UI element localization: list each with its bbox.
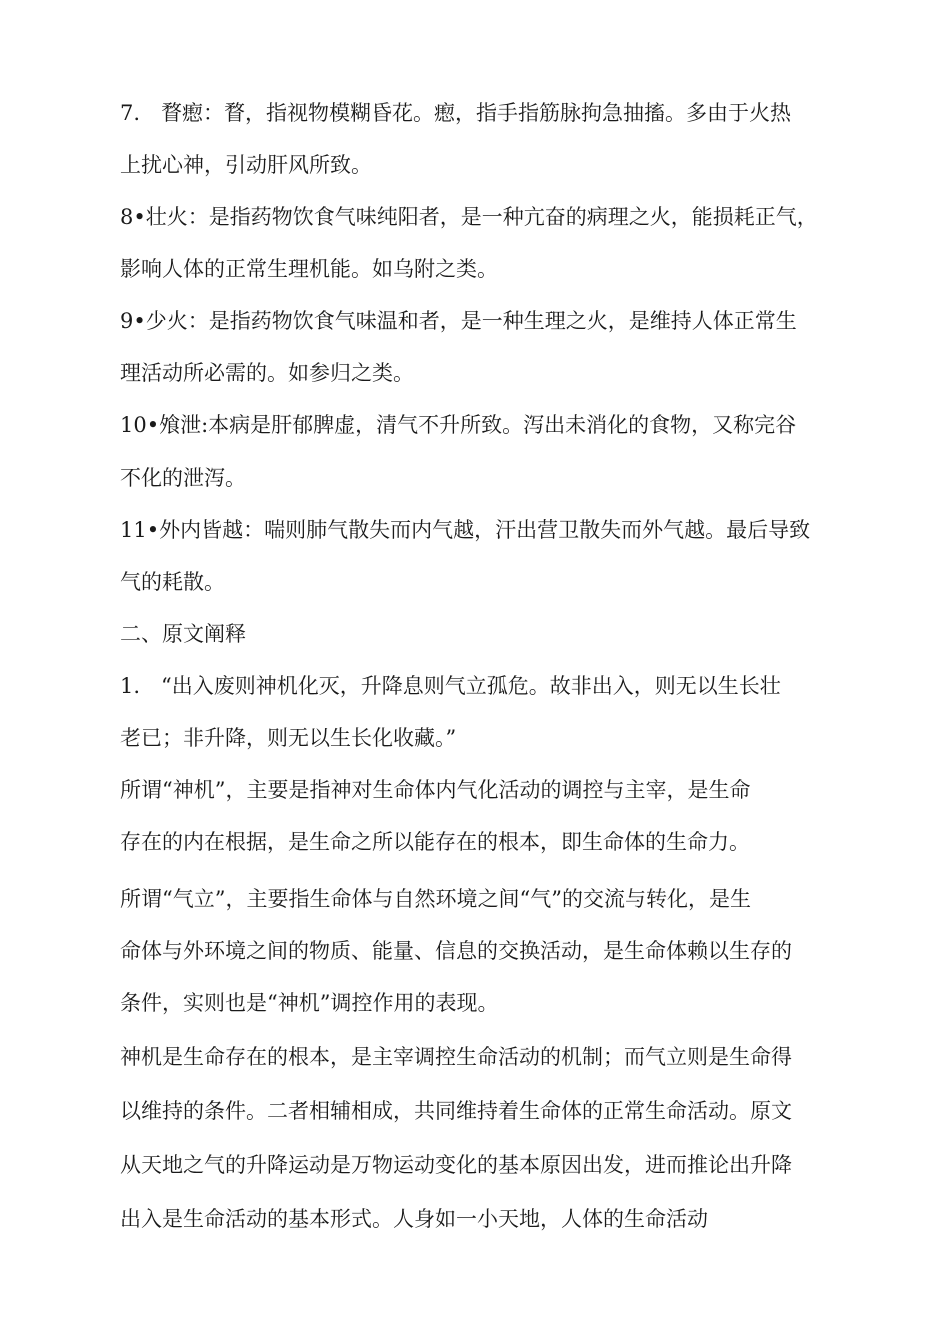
text-line: 7. 瞀瘛：瞀，指视物模糊昏花。瘛，指手指筋脉拘急抽搐。多由于火热	[120, 101, 792, 125]
text-line: 命体与外环境之间的物质、能量、信息的交换活动，是生命体赖以生存的	[120, 939, 792, 963]
text-line: 11•外内皆越：喘则肺气散失而内气越，汗出营卫散失而外气越。最后导致	[120, 518, 811, 542]
text-line: 上扰心神，引动肝风所致。	[120, 153, 372, 177]
text-line: 影响人体的正常生理机能。如乌附之类。	[120, 257, 498, 281]
text-line: 老已；非升降，则无以生长化收藏。”	[120, 726, 457, 750]
text-line: 所谓“气立”，主要指生命体与自然环境之间“气”的交流与转化，是生	[120, 887, 751, 911]
text-line: 存在的内在根据，是生命之所以能存在的根本，即生命体的生命力。	[120, 830, 750, 854]
text-line: 9•少火：是指药物饮食气味温和者，是一种生理之火，是维持人体正常生	[120, 309, 797, 333]
text-line: 神机是生命存在的根本，是主宰调控生命活动的机制；而气立则是生命得	[120, 1045, 792, 1069]
text-line: 10•飧泄:本病是肝郁脾虚，清气不升所致。泻出未消化的食物，又称完谷	[120, 413, 797, 437]
text-line: 从天地之气的升降运动是万物运动变化的基本原因出发，进而推论出升降	[120, 1153, 792, 1177]
text-line: 气的耗散。	[120, 570, 225, 594]
text-line: 条件，实则也是“神机”调控作用的表现。	[120, 991, 499, 1015]
text-line: 以维持的条件。二者相辅相成，共同维持着生命体的正常生命活动。原文	[120, 1099, 792, 1123]
text-line: 出入是生命活动的基本形式。人身如一小天地，人体的生命活动	[120, 1207, 708, 1231]
text-line: 理活动所必需的。如参归之类。	[120, 361, 414, 385]
section-heading: 二、原文阐释	[120, 622, 246, 646]
text-line: 不化的泄泻。	[120, 466, 246, 490]
text-line: 8•壮火：是指药物饮食气味纯阳者，是一种亢奋的病理之火，能损耗正气，	[120, 205, 818, 229]
text-line: 1. “出入废则神机化灭，升降息则气立孤危。故非出入，则无以生长壮	[120, 674, 781, 698]
text-line: 所谓“神机”，主要是指神对生命体内气化活动的调控与主宰，是生命	[120, 778, 751, 802]
